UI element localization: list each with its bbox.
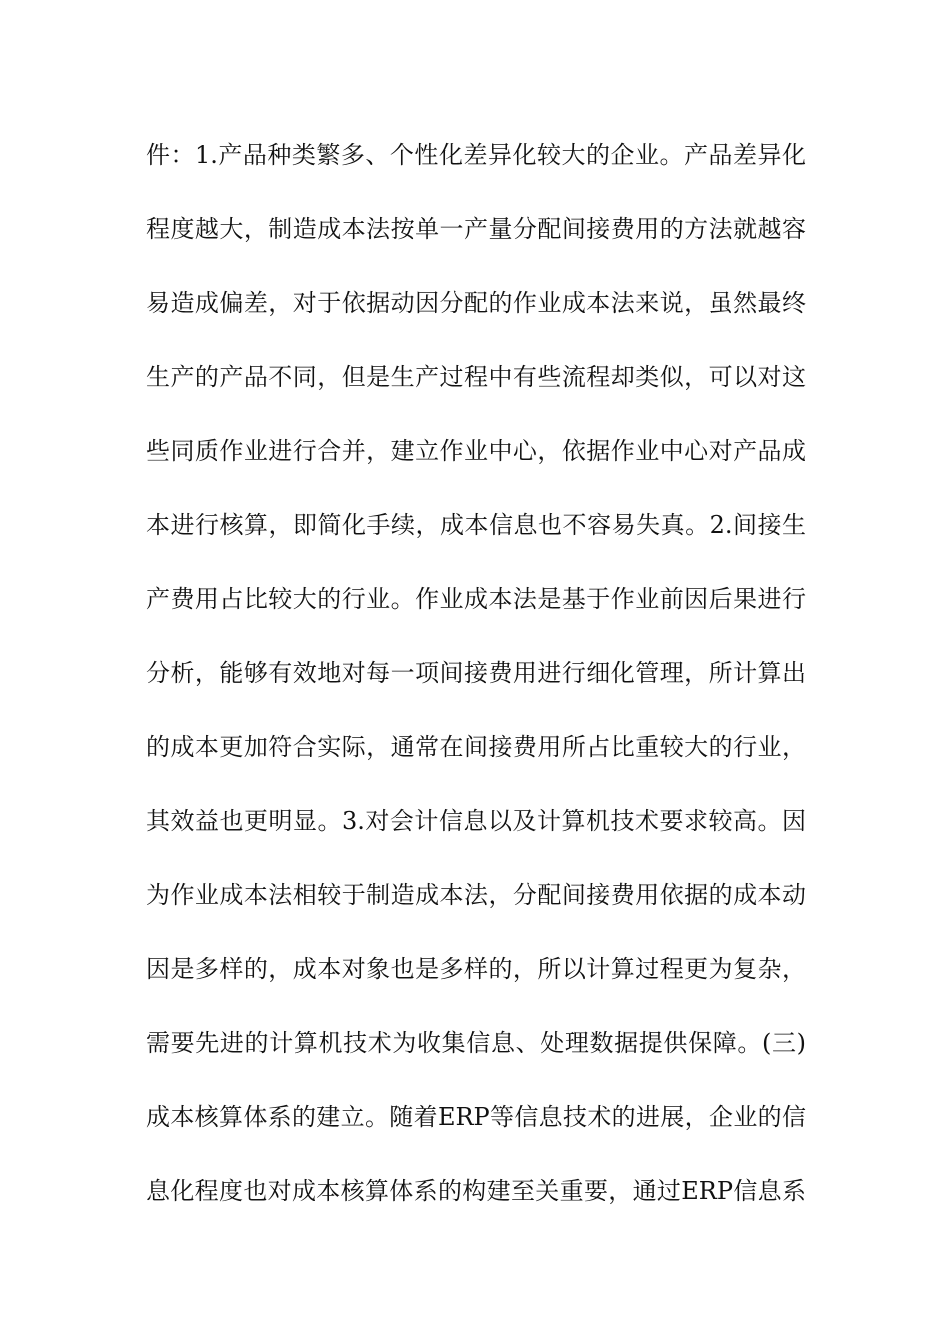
text-line: 生产的产品不同，但是生产过程中有些流程却类似，可以对这 [146, 363, 806, 391]
text-line: 息化程度也对成本核算体系的构建至关重要，通过ERP信息系 [146, 1177, 806, 1205]
text-line: 成本核算体系的建立。随着ERP等信息技术的进展，企业的信 [146, 1103, 806, 1131]
text-line: 易造成偏差，对于依据动因分配的作业成本法来说，虽然最终 [146, 289, 806, 317]
text-line: 为作业成本法相较于制造成本法，分配间接费用依据的成本动 [146, 881, 806, 909]
text-line: 其效益也更明显。3.对会计信息以及计算机技术要求较高。因 [146, 807, 806, 835]
text-line: 需要先进的计算机技术为收集信息、处理数据提供保障。(三) [146, 1029, 806, 1057]
text-line: 件：1.产品种类繁多、个性化差异化较大的企业。产品差异化 [146, 141, 806, 169]
text-line: 分析，能够有效地对每一项间接费用进行细化管理，所计算出 [146, 659, 806, 687]
text-line: 程度越大，制造成本法按单一产量分配间接费用的方法就越容 [146, 215, 806, 243]
text-line: 产费用占比较大的行业。作业成本法是基于作业前因后果进行 [146, 585, 806, 613]
text-line: 的成本更加符合实际，通常在间接费用所占比重较大的行业， [146, 733, 806, 761]
body-text [146, 128, 806, 1238]
text-line: 本进行核算，即简化手续，成本信息也不容易失真。2.间接生 [146, 511, 806, 539]
text-line: 些同质作业进行合并，建立作业中心，依据作业中心对产品成 [146, 437, 806, 465]
text-line: 因是多样的，成本对象也是多样的，所以计算过程更为复杂， [146, 955, 806, 983]
